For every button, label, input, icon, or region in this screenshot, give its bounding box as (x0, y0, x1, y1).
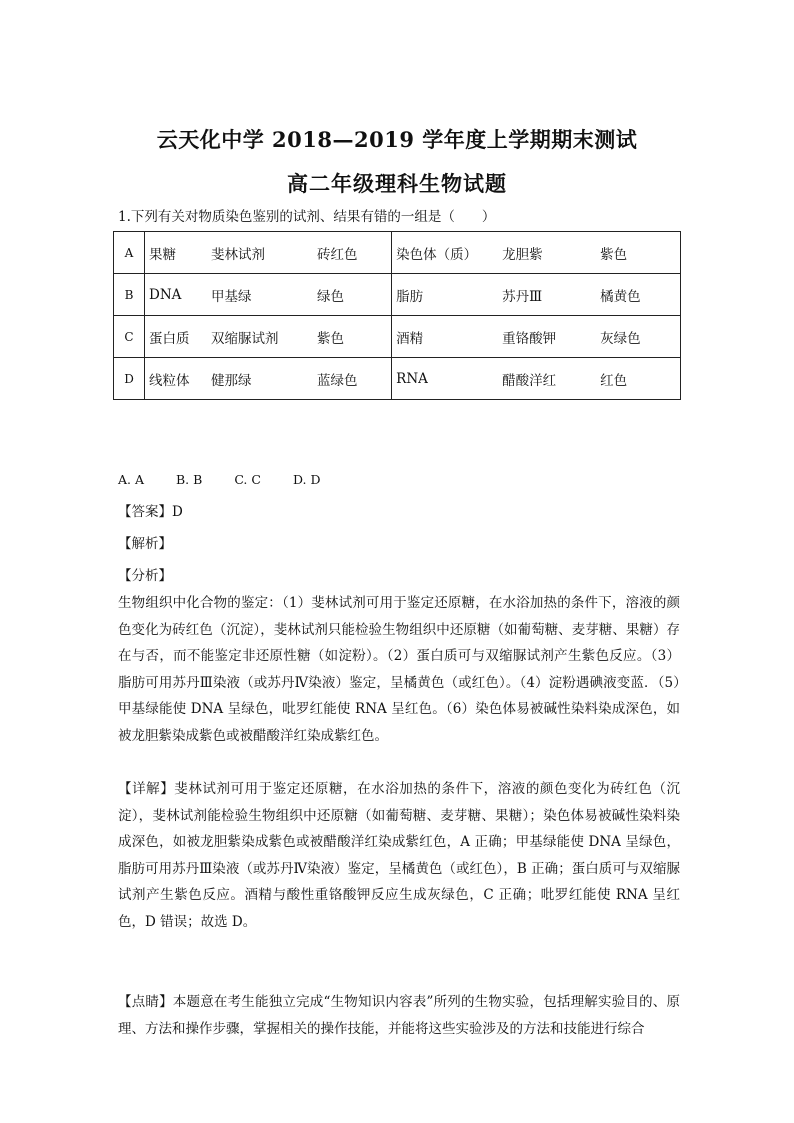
substance: 果糖 (149, 246, 176, 263)
row-label: B (114, 274, 145, 316)
analysis-heading: 【解析】 (118, 536, 172, 552)
table-row (114, 232, 681, 274)
staining-table (113, 231, 681, 400)
reagent: 斐林试剂 (211, 246, 265, 263)
pair-cell-left (145, 316, 392, 358)
color-result: 灰绿色 (600, 330, 641, 347)
reagent: 醋酸洋红 (502, 372, 557, 389)
reagent: 苏丹Ⅲ (502, 288, 543, 305)
option-b: B. B (176, 472, 203, 487)
pair-cell-right (392, 358, 681, 400)
table-row (114, 358, 681, 400)
pair-cell-left (145, 358, 392, 400)
exam-subtitle: 高二年级理科生物试题 (287, 171, 507, 196)
color-result: 紫色 (317, 330, 344, 347)
pair-cell-left (145, 274, 392, 316)
option-a: A. A (118, 472, 145, 487)
row-label: A (114, 232, 145, 274)
pair-cell-right (392, 274, 681, 316)
xiangjie-paragraph: 【详解】斐林试剂可用于鉴定还原糖，在水浴加热的条件下，溶液的颜色变化为砖红色（沉淀），斐林试剂能检验生物组织中还原糖（如葡萄糖、麦芽糖、果糖）；染色体易被碱性染料染成深色，如被龙胆紫染成紫色或被醋酸洋红染成紫红色，A 正确；甲基绿能使 DNA 呈绿色，脂肪可用苏丹Ⅲ染液（或苏丹Ⅳ染液）鉴定，呈橘黄色（或红色），B 正确；蛋白质可与双缩脲试剂产生紫色反应。酒精与酸性重铬酸钾反应生成灰绿色，C 正确；吡罗红能使 RNA 呈红色，D 错误；故选 D。 (118, 781, 680, 930)
dianjing-paragraph: 【点睛】本题意在考生能独立完成“生物知识内容表”所列的生物实验，包括理解实验目的、原理、方法和操作步骤，掌握相关的操作技能，并能将这些实验涉及的方法和技能进行综合 (118, 994, 680, 1037)
reagent: 健那绿 (211, 372, 252, 389)
reagent: 龙胆紫 (502, 246, 543, 263)
substance: DNA (149, 286, 182, 303)
substance: 脂肪 (396, 288, 424, 305)
question-stem: 1.下列有关对物质染色鉴别的试剂、结果有错的一组是（ ） (118, 209, 496, 225)
color-result: 蓝绿色 (317, 372, 358, 389)
color-result: 紫色 (600, 246, 628, 263)
option-c: C. C (234, 472, 261, 487)
answer-line: 【答案】D (118, 504, 183, 520)
answer-options (118, 472, 348, 487)
table-row (114, 274, 681, 316)
table-row (114, 316, 681, 358)
fenxi-paragraph: 生物组织中化合物的鉴定：（1）斐林试剂可用于鉴定还原糖，在水浴加热的条件下，溶液的颜色变化为砖红色（沉淀），斐林试剂只能检验生物组织中还原糖（如葡萄糖、麦芽糖、果糖）存在与否，而不能鉴定非还原性糖（如淀粉）。（2）蛋白质可与双缩脲试剂产生紫色反应。（3）脂肪可用苏丹Ⅲ染液（或苏丹Ⅳ染液）鉴定，呈橘黄色（或红色）。（4）淀粉遇碘液变蓝．（5）甲基绿能使 DNA 呈绿色，吡罗红能使 RNA 呈红色。（6）染色体易被碱性染料染成深色，如被龙胆紫染成紫色或被醋酸洋红染成紫红色。 (118, 595, 680, 744)
substance: 染色体（质） (396, 246, 478, 263)
color-result: 橘黄色 (600, 288, 641, 305)
color-result: 红色 (600, 372, 628, 389)
row-label: D (114, 358, 145, 400)
reagent: 双缩脲试剂 (211, 330, 279, 347)
reagent: 甲基绿 (211, 288, 252, 305)
pair-cell-left (145, 232, 392, 274)
pair-cell-right (392, 232, 681, 274)
option-d: D. D (292, 472, 321, 487)
exam-title: 云天化中学 2018—2019 学年度上学期期末测试 (156, 127, 638, 152)
substance: 蛋白质 (149, 330, 190, 347)
substance: 酒精 (396, 330, 424, 347)
fenxi-heading: 【分析】 (118, 568, 172, 584)
reagent: 重铬酸钾 (502, 330, 557, 347)
row-label: C (114, 316, 145, 358)
color-result: 砖红色 (317, 246, 358, 263)
pair-cell-right (392, 316, 681, 358)
substance: 线粒体 (149, 372, 190, 389)
substance: RNA (396, 370, 428, 387)
color-result: 绿色 (317, 288, 344, 305)
